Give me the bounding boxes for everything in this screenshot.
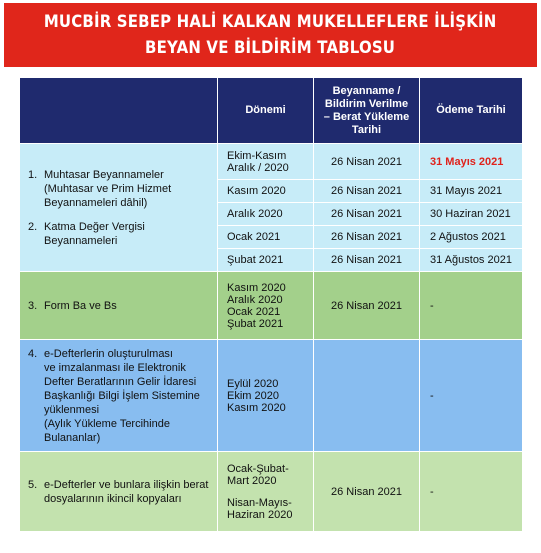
period-line-4: Şubat 2021 [227,317,284,330]
table-row [20,144,523,180]
payment-date-cell-highlight: 31 Mayıs 2021 [420,144,523,180]
payment-date-cell: - [420,452,523,532]
declaration-date-cell: 26 Nisan 2021 [314,249,420,272]
declaration-table [19,77,523,532]
group3-description: 4. e-Defterlerin oluşturulması ve imzalanması ile Elektronik Defter Beratlarının Gelir İdaresi Başkanlığı Bilgi İşlem Sistemine yüklenmesi (Aylık Yükleme Tercihinde Bulananlar) [20,340,218,452]
period-line-3: Kasım 2020 [227,401,286,414]
description-line-2: dosyalarının ikincil kopyaları [44,492,182,505]
period-cell [218,144,314,180]
declaration-date-cell: 26 Nisan 2021 [314,144,420,180]
table-row [20,452,523,532]
description-line-6: (Aylık Yükleme Tercihinde [44,417,170,430]
period-a-line-1: Ocak-Şubat- [227,462,289,475]
payment-date-cell: 31 Mayıs 2021 [420,180,523,203]
declaration-date-cell: 26 Nisan 2021 [314,203,420,226]
table-row [20,340,523,452]
item-1-subtitle-line-1: (Muhtasar ve Prim Hizmet [44,182,172,195]
period-line-1: Ekim-Kasım [227,149,287,162]
declaration-date-cell [314,340,420,452]
period-b-line-2: Haziran 2020 [227,508,293,521]
payment-date-cell: - [420,272,523,340]
payment-date-cell: - [420,340,523,452]
header-declaration-line-1: Beyanname / [332,84,401,97]
declaration-date-cell: 26 Nisan 2021 [314,226,420,249]
period-cell: Şubat 2021 [218,249,314,272]
item-2-subtitle: Beyannameleri [44,234,118,247]
item-1-subtitle-line-2: Beyannameleri dâhil) [44,196,148,209]
header-period: Dönemi [218,78,314,144]
period-cell: Aralık 2020 [218,203,314,226]
period-cell [218,272,314,340]
form-ba-bs-label: Form Ba ve Bs [44,299,117,312]
item-2-title: 2. Katma Değer Vergisi [28,220,145,233]
description-line-4: Başkanlığı Bilgi İşlem Sistemine [44,389,200,402]
period-line-1: Kasım 2020 [227,281,286,294]
banner-title-line-2: BEYAN VE BİLDİRİM TABLOSU [145,38,396,58]
table-header-row [20,78,523,144]
header-payment: Ödeme Tarihi [420,78,523,144]
description-line-1: e-Defterlerin oluşturulması [44,347,173,360]
period-b-line-1: Nisan-Mayıs- [227,496,292,509]
period-line-2: Ekim 2020 [227,389,279,402]
header-declaration-line-3: – Berat Yükleme [323,110,410,123]
description-line-3: Defter Beratlarının Gelir İdaresi [44,375,197,388]
payment-date-cell: 31 Ağustos 2021 [420,249,523,272]
period-line-2: Aralık / 2020 [227,161,289,174]
header-declaration [314,78,420,144]
group1-description [20,144,218,272]
period-a-line-2: Mart 2020 [227,474,277,487]
period-cell [218,340,314,452]
declaration-date-cell: 26 Nisan 2021 [314,452,420,532]
table-row [20,272,523,340]
item-1-title: 1. Muhtasar Beyannameler [28,168,164,181]
period-line-1: Eylül 2020 [227,377,279,390]
declaration-date-cell: 26 Nisan 2021 [314,272,420,340]
period-cell [218,452,314,532]
period-cell: Ocak 2021 [218,226,314,249]
header-blank-cell [20,78,218,144]
title-banner [4,3,537,67]
payment-date-cell: 30 Haziran 2021 [420,203,523,226]
group4-description: 5. e-Defterler ve bunlara ilişkin berat dosyalarının ikincil kopyaları [20,452,218,532]
description-line-7: Bulananlar) [44,431,101,444]
payment-date-cell: 2 Ağustos 2021 [420,226,523,249]
description-line-2: ve imzalanması ile Elektronik [44,361,186,374]
header-declaration-line-4: Tarihi [351,123,382,136]
period-line-2: Aralık 2020 [227,293,283,306]
period-line-3: Ocak 2021 [227,305,281,318]
declaration-date-cell: 26 Nisan 2021 [314,180,420,203]
header-declaration-line-2: Bildirim Verilme [324,97,409,110]
group2-description: 3. Form Ba ve Bs [20,272,218,340]
description-line-1: e-Defterler ve bunlara ilişkin berat [44,478,209,491]
banner-title-line-1: MUCBİR SEBEP HALİ KALKAN MUKELLEFLERE İLİŞKİN [44,12,497,32]
period-cell: Kasım 2020 [218,180,314,203]
description-line-5: yüklenmesi [44,403,100,416]
